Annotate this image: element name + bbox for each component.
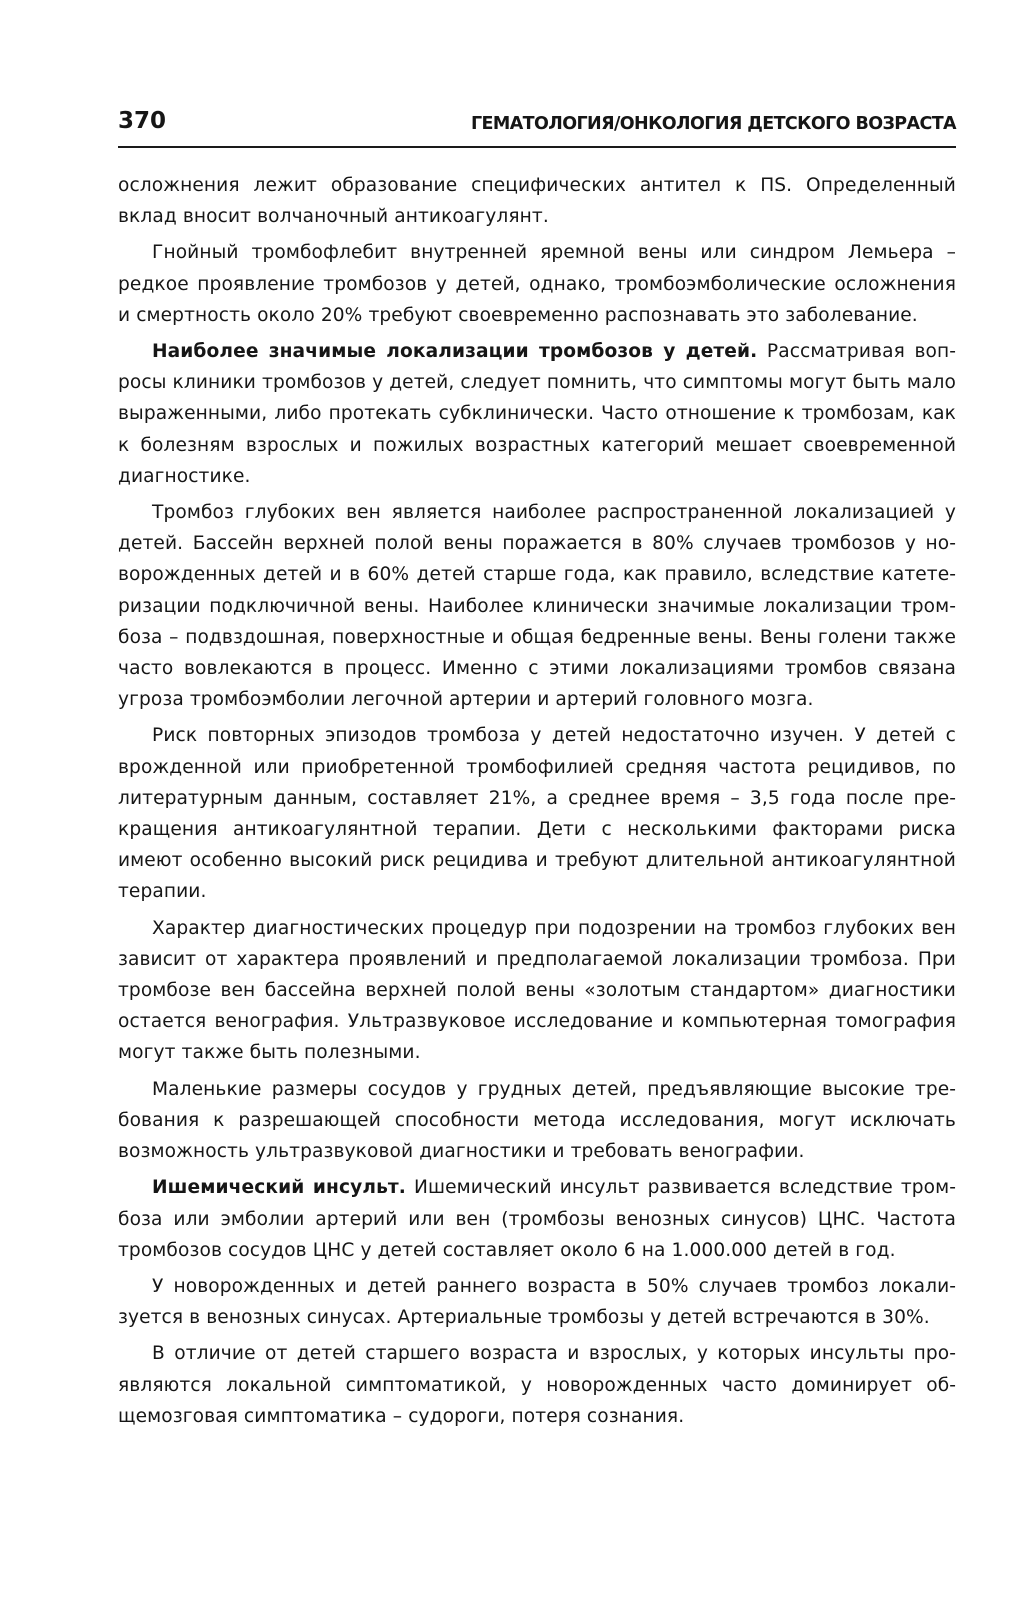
book-page: [118, 104, 956, 1437]
paragraph-4: [118, 497, 956, 715]
paragraph-9: [118, 1271, 956, 1333]
page-header: [118, 104, 956, 148]
paragraph-text: осложнения лежит образование специфических антител к ПЅ. Определенный вклад вносит волчаночный антикоагулянт.: [118, 175, 956, 228]
section-heading: Наиболее значимые локализации тромбозов у детей.: [152, 341, 758, 363]
paragraph-5: [118, 720, 956, 907]
paragraph-2: [118, 237, 956, 331]
paragraph-text: Рассматривая вопросы клиники тромбозов у детей, следует помнить, что симптомы могут быть мало выраженными, либо протекать субклинически. Часто отношение к тромбозам, как к болезням взрослых и пожилых возрастных категорий мешает своевременной диагностике.: [118, 341, 956, 487]
paragraph-text: Характер диагностических процедур при подозрении на тромбоз глубоких вен зависит от характера проявлений и предполагаемой локализации тромбоза. При тромбозе вен бассейна верхней полой вены «золотым стандартом» диагностики остается венография. Ультразвуковое исследование и компьютерная томография могут также быть полезными.: [118, 917, 956, 1064]
paragraph-8: [118, 1172, 956, 1266]
section-heading: Ишемический инсульт.: [152, 1177, 406, 1199]
paragraph-text: У новорожденных и детей раннего возраста в 50% случаев тромбоз локализуется в венозных синусах. Артериальные тромбозы у детей встречаются в 30%.: [118, 1275, 956, 1329]
paragraph-text: Гнойный тромбофлебит внутренней яремной вены или синдром Лемьера – редкое проявление тромбозов у детей, однако, тромбоэмболические осложнения и смертность около 20% требуют своевременно распознавать это заболевание.: [118, 242, 956, 326]
paragraph-text: В отличие от детей старшего возраста и взрослых, у которых инсульты проявляются локальной симптоматикой, у новорожденных часто доминирует общемозговая симптоматика – судороги, потеря сознания.: [118, 1343, 956, 1427]
paragraph-text: Маленькие размеры сосудов у грудных детей, предъявляющие высокие требования к разрешающей способности метода исследования, могут исключать возможность ультразвуковой диагностики и требовать венографии.: [118, 1078, 956, 1163]
paragraph-text: Тромбоз глубоких вен является наиболее распространенной локализацией у детей. Бассейн верхней полой вены поражается в 80% случаев тромбозов у новорожденных детей и в 60% детей старше года, как правило, вследствие катетеризации подключичной вены. Наиболее клинически значимые локализации тромбоза – подвздошная, поверхностные и общая бедренные вены. Вены голени также часто вовлекаются в процесс. Именно с этими локализациями тромбов связана угроза тромбоэмболии легочной артерии и артерий головного мозга.: [118, 502, 956, 711]
running-head: ГЕМАТОЛОГИЯ/ОНКОЛОГИЯ ДЕТСКОГО ВОЗРАСТА: [471, 114, 956, 134]
paragraph-text: Риск повторных эпизодов тромбоза у детей недостаточно изучен. У детей с врожденной или приобретенной тромбофилией средняя частота рецидивов, по литературным данным, составляет 21%, а среднее время – 3,5 года после прекращения антикоагулянтной терапии. Дети с несколькими факторами риска имеют особенно высокий риск рецидива и требуют длительной антикоагулянтной терапии.: [118, 725, 956, 903]
paragraph-6: [118, 913, 956, 1069]
paragraph-7: [118, 1074, 956, 1168]
paragraph-1: [118, 170, 956, 232]
paragraph-3: [118, 336, 956, 492]
page-number: 370: [118, 108, 167, 134]
paragraph-text: Ишемический инсульт развивается вследствие тромбоза или эмболии артерий или вен (тромбозы венозных синусов) ЦНС. Частота тромбозов сосудов ЦНС у детей составляет около 6 на 1.000.000 детей в год.: [118, 1177, 956, 1261]
page-body: [118, 170, 956, 1432]
paragraph-10: [118, 1338, 956, 1432]
